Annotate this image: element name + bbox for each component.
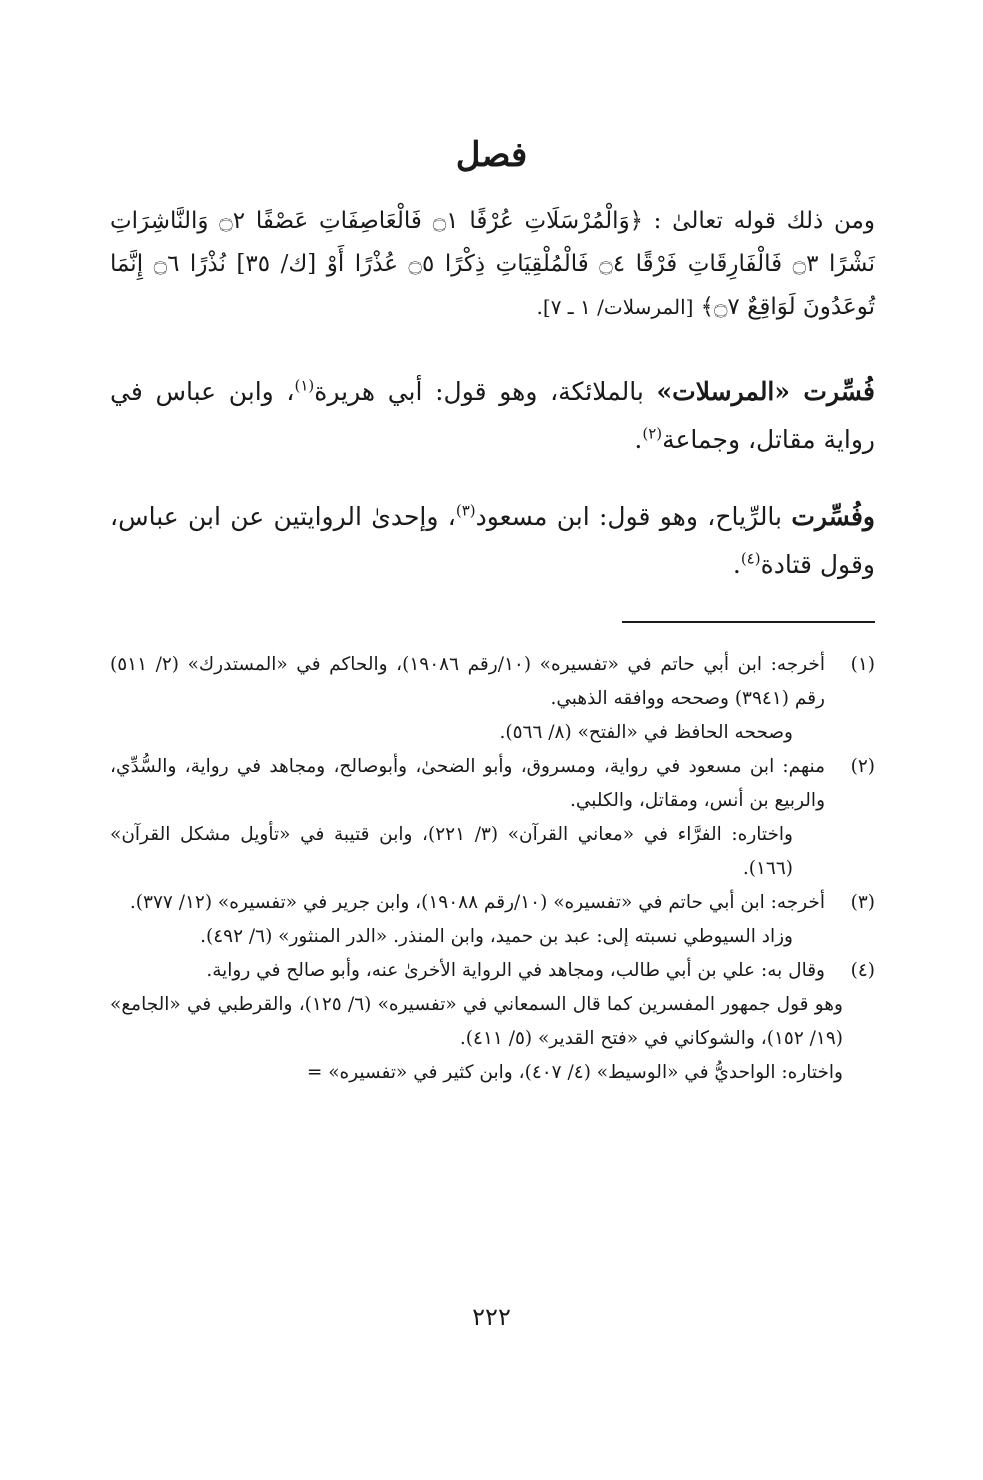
citation-intro: ومن ذلك قوله تعالىٰ : <box>653 208 875 234</box>
paragraph-1-text-c: . <box>634 425 643 454</box>
footnote-separator <box>622 621 875 623</box>
paragraph-2-text-c: . <box>732 550 741 579</box>
footnote-1 <box>110 648 875 750</box>
footnote-subtext: وزاد السيوطي نسبته إلى: عبد بن حميد، وابن المنذر. «الدر المنثور» (٦/ ٤٩٢). <box>200 926 793 947</box>
paragraph-winds <box>110 493 875 589</box>
footnote-number: (٣) <box>850 892 875 913</box>
footnote-subtext: وهو قول جمهور المفسرين كما قال السمعاني في «تفسيره» (٦/ ١٢٥)، والقرطبي في «الجامع» (١٩/ ١٥٢)، والشوكاني في «فتح القدير» (٥/ ٤١١). <box>110 994 843 1049</box>
footnote-marker-4[interactable]: (٤) <box>740 549 761 568</box>
footnote-continuation: واختاره: الواحديُّ في «الوسيط» (٤/ ٤٠٧)، وابن كثير في «تفسيره» = <box>306 1062 843 1083</box>
footnote-text: أخرجه: ابن أبي حاتم في «تفسيره» (١٠/رقم ١٩٠٨٦)، والحاكم في «المستدرك» (٢/ ٥١١) رقم (٣٩٤١) وصححه ووافقه الذهبي. <box>110 654 825 709</box>
footnote-text: منهم: ابن مسعود في رواية، ومسروق، وأبو الضحىٰ، وأبوصالح، ومجاهد في رواية، والسُّدِّي، والربيع بن أنس، ومقاتل، والكلبي. <box>110 756 825 811</box>
footnotes <box>110 648 875 1090</box>
footnote-text: وقال به: علي بن أبي طالب، ومجاهد في الرواية الأخرىٰ عنه، وأبو صالح في رواية. <box>206 960 825 981</box>
footnote-subtext: وصححه الحافظ في «الفتح» (٨/ ٥٦٦). <box>499 722 793 743</box>
footnote-marker-3[interactable]: (٣) <box>455 501 476 520</box>
paragraph-1-text-a: بالملائكة، وهو قول: أبي هريرة <box>314 377 644 406</box>
paragraph-2-lead: وفُسِّرت <box>791 502 875 531</box>
paragraph-1-lead: فُسِّرت «المرسلات» <box>656 377 876 406</box>
footnote-subtext: واختاره: الفرَّاء في «معاني القرآن» (٣/ ٢٢١)، وابن قتيبة في «تأويل مشكل القرآن» (١٦٦). <box>110 824 793 879</box>
footnote-marker-2[interactable]: (٢) <box>642 424 663 443</box>
paragraph-2-text-a: بالرِّياح، وهو قول: ابن مسعود <box>475 502 783 531</box>
page-number: ٢٢٢ <box>472 1303 511 1331</box>
quran-verses: ﴿وَالْمُرْسَلَاتِ عُرْفًا ۝١ فَالْعَاصِفَاتِ عَصْفًا ۝٢ وَالنَّاشِرَاتِ نَشْرًا ۝٣ فَالْفَارِقَاتِ فَرْقًا ۝٤ فَالْمُلْقِيَاتِ ذِكْرًا ۝٥ عُذْرًا أَوْ [ك/ ٣٥] نُذْرًا ۝٦ إِنَّمَا تُوعَدُونَ لَوَاقِعٌ ۝٧﴾ <box>110 208 875 320</box>
footnote-number: (٤) <box>850 960 875 981</box>
section-heading: فصل <box>455 135 528 175</box>
quran-citation-paragraph <box>110 200 875 329</box>
footnote-2 <box>110 750 875 886</box>
paragraph-angels <box>110 368 875 464</box>
verse-reference: [المرسلات/ ١ ـ ٧]. <box>536 295 694 319</box>
paragraph-2-text-b: ، وإحدىٰ الروايتين عن ابن عباس، وقول قتادة <box>110 502 875 579</box>
paragraph-1-text-b: ، وابن عباس في رواية مقاتل، وجماعة <box>110 377 875 454</box>
footnote-3 <box>110 886 875 954</box>
footnote-number: (٢) <box>850 756 875 777</box>
footnote-marker-1[interactable]: (١) <box>294 376 315 395</box>
footnote-text: أخرجه: ابن أبي حاتم في «تفسيره» (١٠/رقم ١٩٠٨٨)، وابن جرير في «تفسيره» (١٢/ ٣٧٧). <box>129 892 825 913</box>
footnote-4 <box>110 954 875 1090</box>
footnote-number: (١) <box>850 654 875 675</box>
